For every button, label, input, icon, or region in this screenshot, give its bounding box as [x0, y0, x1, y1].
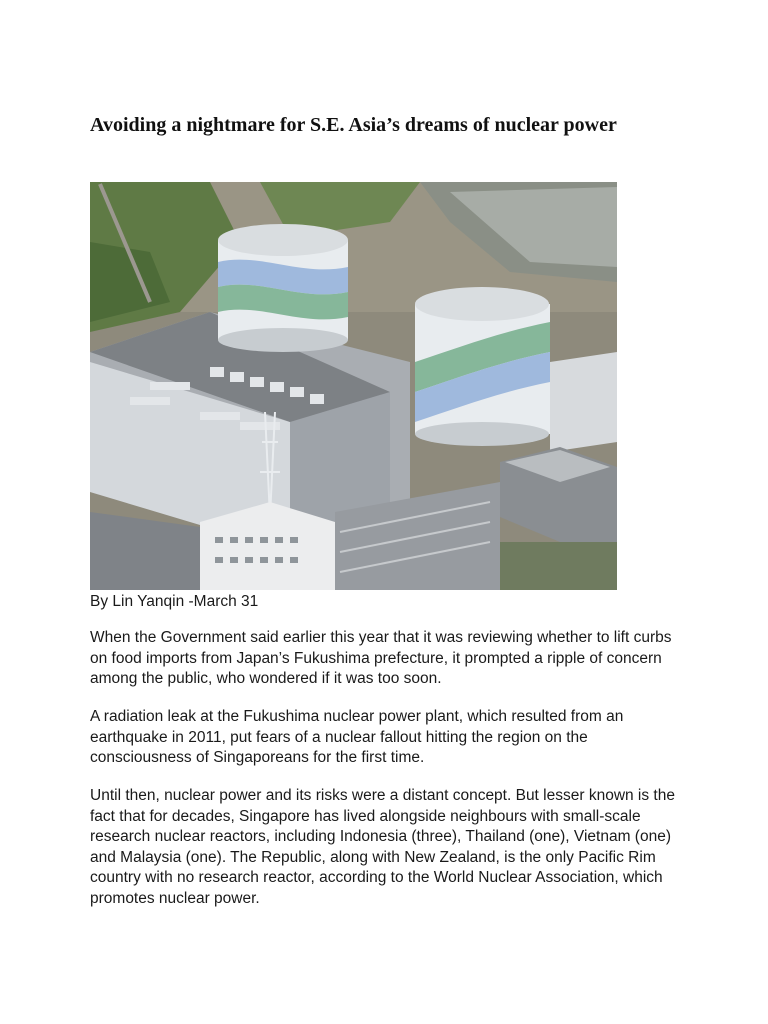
nuclear-plant-photo — [90, 182, 617, 590]
article-paragraph: Until then, nuclear power and its risks were a distant concept. But lesser known is the fact that for decades, Singapore has lived alongside neighbours with small-scale research nuclear reactors, including Indonesia (three), Thailand (one), Vietnam (one) and Malaysia (one). The Republic, along with New Zealand, is the only Pacific Rim country with no research reactor, according to the World Nuclear Association, which promotes nuclear power. — [90, 787, 675, 907]
article-byline: By Lin Yanqin -March 31 — [90, 593, 259, 610]
article-title: Avoiding a nightmare for S.E. Asia’s dreams of nuclear power — [90, 114, 617, 136]
article-paragraph: A radiation leak at the Fukushima nuclear power plant, which resulted from an earthquake in 2011, put fears of a nuclear fallout hitting the region on the consciousness of Singaporeans for the first time. — [90, 708, 624, 766]
article-paragraph: When the Government said earlier this year that it was reviewing whether to lift curbs on food imports from Japan’s Fukushima prefecture, it prompted a ripple of concern among the public, who wondered if it was too soon. — [90, 629, 672, 687]
